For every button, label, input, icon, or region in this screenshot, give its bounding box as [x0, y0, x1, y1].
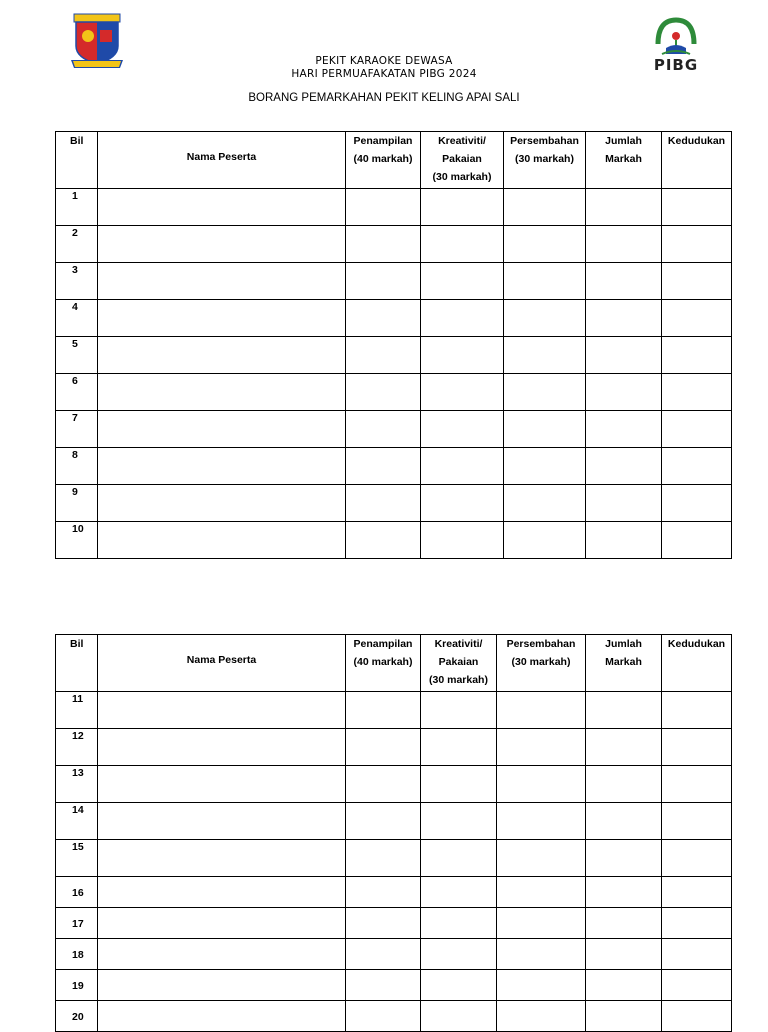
- col-nama-label: Nama Peserta: [186, 151, 257, 163]
- row-number: 2: [56, 226, 98, 263]
- persembahan-cell[interactable]: [504, 374, 586, 411]
- nama-peserta-cell[interactable]: [98, 337, 346, 374]
- col-label: (40 markah): [353, 656, 413, 668]
- table-row: [56, 908, 732, 939]
- table-row: [56, 337, 732, 374]
- table-row: [56, 766, 732, 803]
- row-number: 15: [56, 840, 98, 877]
- persembahan-cell[interactable]: [504, 300, 586, 337]
- row-number: 5: [56, 337, 98, 374]
- col-kreativiti: [421, 635, 497, 692]
- table-row: [56, 939, 732, 970]
- col-label: (30 markah): [432, 171, 492, 183]
- kedudukan-cell[interactable]: [662, 840, 732, 877]
- persembahan-cell[interactable]: [497, 692, 586, 729]
- persembahan-cell[interactable]: [504, 226, 586, 263]
- persembahan-cell[interactable]: [497, 1001, 586, 1032]
- table-row: [56, 300, 732, 337]
- persembahan-cell[interactable]: [497, 877, 586, 908]
- kedudukan-cell[interactable]: [662, 337, 732, 374]
- jumlah-markah-cell[interactable]: [586, 729, 662, 766]
- jumlah-markah-cell[interactable]: [586, 1001, 662, 1032]
- kedudukan-cell[interactable]: [662, 448, 732, 485]
- table-row: [56, 1001, 732, 1032]
- kreativiti-cell[interactable]: [421, 1001, 497, 1032]
- kreativiti-cell[interactable]: [421, 448, 504, 485]
- kedudukan-cell[interactable]: [662, 374, 732, 411]
- col-penampilan: [346, 132, 421, 189]
- nama-peserta-cell[interactable]: [98, 374, 346, 411]
- col-label: Markah: [605, 153, 642, 165]
- kreativiti-cell[interactable]: [421, 692, 497, 729]
- kreativiti-cell[interactable]: [421, 522, 504, 559]
- scoring-table-2: [55, 634, 732, 1032]
- col-label: Pakaian: [442, 153, 482, 165]
- table-header-row: [56, 132, 732, 189]
- row-number: 16: [56, 877, 98, 908]
- kedudukan-cell[interactable]: [662, 970, 732, 1001]
- table-row: [56, 226, 732, 263]
- kreativiti-cell[interactable]: [421, 970, 497, 1001]
- table-row: [56, 374, 732, 411]
- penampilan-cell[interactable]: [346, 522, 421, 559]
- table-row: [56, 263, 732, 300]
- kreativiti-cell[interactable]: [421, 263, 504, 300]
- row-number: 8: [56, 448, 98, 485]
- kreativiti-cell[interactable]: [421, 189, 504, 226]
- persembahan-cell[interactable]: [504, 411, 586, 448]
- jumlah-markah-cell[interactable]: [586, 263, 662, 300]
- col-label: (30 markah): [515, 153, 574, 165]
- col-label: (30 markah): [429, 674, 488, 686]
- persembahan-cell[interactable]: [497, 803, 586, 840]
- persembahan-cell[interactable]: [504, 485, 586, 522]
- jumlah-markah-cell[interactable]: [586, 522, 662, 559]
- penampilan-cell[interactable]: [346, 448, 421, 485]
- kedudukan-cell[interactable]: [662, 300, 732, 337]
- persembahan-cell[interactable]: [497, 766, 586, 803]
- kedudukan-cell[interactable]: [662, 485, 732, 522]
- nama-peserta-cell[interactable]: [98, 877, 346, 908]
- penampilan-cell[interactable]: [346, 337, 421, 374]
- persembahan-cell[interactable]: [504, 189, 586, 226]
- jumlah-markah-cell[interactable]: [586, 908, 662, 939]
- row-number: 3: [56, 263, 98, 300]
- nama-peserta-cell[interactable]: [98, 411, 346, 448]
- table-row: [56, 411, 732, 448]
- nama-peserta-cell[interactable]: [98, 803, 346, 840]
- persembahan-cell[interactable]: [497, 840, 586, 877]
- jumlah-markah-cell[interactable]: [586, 485, 662, 522]
- persembahan-cell[interactable]: [504, 522, 586, 559]
- penampilan-cell[interactable]: [346, 908, 421, 939]
- row-number: 17: [56, 908, 98, 939]
- nama-peserta-cell[interactable]: [98, 300, 346, 337]
- jumlah-markah-cell[interactable]: [586, 692, 662, 729]
- row-number: 18: [56, 939, 98, 970]
- scoring-table-1: [55, 131, 732, 559]
- col-persembahan: [504, 132, 586, 189]
- kedudukan-cell[interactable]: [662, 766, 732, 803]
- kedudukan-cell[interactable]: [662, 729, 732, 766]
- kedudukan-cell[interactable]: [662, 263, 732, 300]
- penampilan-cell[interactable]: [346, 803, 421, 840]
- col-label: (30 markah): [511, 656, 571, 668]
- penampilan-cell[interactable]: [346, 766, 421, 803]
- kreativiti-cell[interactable]: [421, 337, 504, 374]
- penampilan-cell[interactable]: [346, 970, 421, 1001]
- table-row: [56, 970, 732, 1001]
- col-label: Persembahan: [510, 135, 579, 147]
- penampilan-cell[interactable]: [346, 729, 421, 766]
- jumlah-markah-cell[interactable]: [586, 766, 662, 803]
- col-label: Kreativiti/: [434, 638, 483, 650]
- kreativiti-cell[interactable]: [421, 300, 504, 337]
- table-row: [56, 840, 732, 877]
- col-label: Jumlah: [605, 638, 642, 650]
- nama-peserta-cell[interactable]: [98, 766, 346, 803]
- kreativiti-cell[interactable]: [421, 729, 497, 766]
- nama-peserta-cell[interactable]: [98, 729, 346, 766]
- kreativiti-cell[interactable]: [421, 374, 504, 411]
- row-number: 10: [56, 522, 98, 559]
- penampilan-cell[interactable]: [346, 692, 421, 729]
- jumlah-markah-cell[interactable]: [586, 189, 662, 226]
- col-jumlah-markah: [586, 132, 662, 189]
- kedudukan-cell[interactable]: [662, 189, 732, 226]
- kedudukan-cell[interactable]: [662, 411, 732, 448]
- kedudukan-cell[interactable]: [662, 939, 732, 970]
- persembahan-cell[interactable]: [504, 337, 586, 374]
- persembahan-cell[interactable]: [497, 970, 586, 1001]
- row-number: 11: [56, 692, 98, 729]
- jumlah-markah-cell[interactable]: [586, 939, 662, 970]
- table-row: [56, 692, 732, 729]
- nama-peserta-cell[interactable]: [98, 692, 346, 729]
- col-label: (40 markah): [353, 153, 413, 165]
- row-number: 12: [56, 729, 98, 766]
- row-number: 13: [56, 766, 98, 803]
- table-row: [56, 803, 732, 840]
- penampilan-cell[interactable]: [346, 263, 421, 300]
- row-number: 6: [56, 374, 98, 411]
- title-line-1: PEKIT KARAOKE DEWASA: [315, 55, 453, 67]
- pibg-logo-text: PIBG: [653, 56, 699, 74]
- kreativiti-cell[interactable]: [421, 766, 497, 803]
- jumlah-markah-cell[interactable]: [586, 226, 662, 263]
- persembahan-cell[interactable]: [497, 939, 586, 970]
- jumlah-markah-cell[interactable]: [586, 448, 662, 485]
- col-label: Penampilan: [353, 135, 413, 147]
- title-line-2: HARI PERMUAFAKATAN PIBG 2024: [291, 68, 477, 80]
- nama-peserta-cell[interactable]: [98, 485, 346, 522]
- col-persembahan: [497, 635, 586, 692]
- penampilan-cell[interactable]: [346, 840, 421, 877]
- nama-peserta-cell[interactable]: [98, 939, 346, 970]
- kedudukan-cell[interactable]: [662, 692, 732, 729]
- nama-peserta-cell[interactable]: [98, 226, 346, 263]
- jumlah-markah-cell[interactable]: [586, 840, 662, 877]
- persembahan-cell[interactable]: [504, 448, 586, 485]
- col-label: Pakaian: [438, 656, 479, 668]
- nama-peserta-cell[interactable]: [98, 970, 346, 1001]
- kreativiti-cell[interactable]: [421, 877, 497, 908]
- nama-peserta-cell[interactable]: [98, 189, 346, 226]
- kreativiti-cell[interactable]: [421, 485, 504, 522]
- row-number: 1: [56, 189, 98, 226]
- persembahan-cell[interactable]: [497, 729, 586, 766]
- row-number: 14: [56, 803, 98, 840]
- col-label: Penampilan: [353, 638, 413, 650]
- penampilan-cell[interactable]: [346, 411, 421, 448]
- penampilan-cell[interactable]: [346, 374, 421, 411]
- col-kedudukan: Kedudukan: [662, 635, 732, 692]
- table-row: [56, 729, 732, 766]
- penampilan-cell[interactable]: [346, 300, 421, 337]
- col-label: Jumlah: [605, 135, 642, 147]
- row-number: 4: [56, 300, 98, 337]
- table-row: [56, 522, 732, 559]
- penampilan-cell[interactable]: [346, 877, 421, 908]
- kedudukan-cell[interactable]: [662, 226, 732, 263]
- kreativiti-cell[interactable]: [421, 411, 504, 448]
- nama-peserta-cell[interactable]: [98, 522, 346, 559]
- jumlah-markah-cell[interactable]: [586, 970, 662, 1001]
- kreativiti-cell[interactable]: [421, 939, 497, 970]
- col-penampilan: [346, 635, 421, 692]
- jumlah-markah-cell[interactable]: [586, 337, 662, 374]
- jumlah-markah-cell[interactable]: [586, 411, 662, 448]
- jumlah-markah-cell[interactable]: [586, 877, 662, 908]
- persembahan-cell[interactable]: [504, 263, 586, 300]
- row-number: 7: [56, 411, 98, 448]
- col-jumlah-markah: [586, 635, 662, 692]
- penampilan-cell[interactable]: [346, 485, 421, 522]
- kedudukan-cell[interactable]: [662, 877, 732, 908]
- penampilan-cell[interactable]: [346, 226, 421, 263]
- kreativiti-cell[interactable]: [421, 226, 504, 263]
- col-nama-peserta: [98, 635, 346, 692]
- nama-peserta-cell[interactable]: [98, 1001, 346, 1032]
- col-nama-label: Nama Peserta: [186, 654, 257, 666]
- kedudukan-cell[interactable]: [662, 803, 732, 840]
- table-row: [56, 877, 732, 908]
- kedudukan-cell[interactable]: [662, 908, 732, 939]
- row-number: 20: [56, 1001, 98, 1032]
- penampilan-cell[interactable]: [346, 189, 421, 226]
- row-number: 9: [56, 485, 98, 522]
- jumlah-markah-cell[interactable]: [586, 374, 662, 411]
- col-bil: Bil: [56, 635, 98, 692]
- kedudukan-cell[interactable]: [662, 522, 732, 559]
- nama-peserta-cell[interactable]: [98, 448, 346, 485]
- nama-peserta-cell[interactable]: [98, 840, 346, 877]
- kreativiti-cell[interactable]: [421, 803, 497, 840]
- col-label: Kreativiti/: [438, 135, 486, 147]
- col-label: Markah: [605, 656, 642, 668]
- kreativiti-cell[interactable]: [421, 908, 497, 939]
- table-header-row: [56, 635, 732, 692]
- kreativiti-cell[interactable]: [421, 840, 497, 877]
- persembahan-cell[interactable]: [497, 908, 586, 939]
- table-row: [56, 189, 732, 226]
- table-row: [56, 448, 732, 485]
- col-label: Persembahan: [506, 638, 576, 650]
- nama-peserta-cell[interactable]: [98, 908, 346, 939]
- jumlah-markah-cell[interactable]: [586, 803, 662, 840]
- penampilan-cell[interactable]: [346, 1001, 421, 1032]
- col-bil: Bil: [56, 132, 98, 189]
- col-kreativiti: [421, 132, 504, 189]
- col-kedudukan: Kedudukan: [662, 132, 732, 189]
- nama-peserta-cell[interactable]: [98, 263, 346, 300]
- row-number: 19: [56, 970, 98, 1001]
- table-row: [56, 485, 732, 522]
- jumlah-markah-cell[interactable]: [586, 300, 662, 337]
- penampilan-cell[interactable]: [346, 939, 421, 970]
- kedudukan-cell[interactable]: [662, 1001, 732, 1032]
- form-title: BORANG PEMARKAHAN PEKIT KELING APAI SALI: [248, 92, 520, 104]
- col-nama-peserta: [98, 132, 346, 189]
